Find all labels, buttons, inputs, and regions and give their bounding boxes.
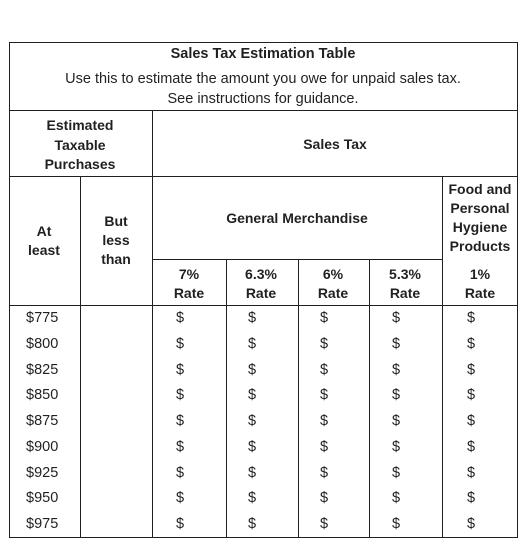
cell-at-least: $850: [26, 387, 59, 404]
cell-at-least: $975: [26, 516, 59, 532]
cell-currency-symbol: $: [176, 310, 185, 326]
header-rate-5-3: 5.3% Rate: [389, 266, 421, 301]
cell-currency-symbol: $: [248, 361, 257, 378]
cell-currency-symbol: $: [392, 387, 401, 404]
cell-at-least: $825: [26, 361, 59, 378]
cell-at-least: $775: [26, 310, 59, 326]
rule-below-general-merchandise: [152, 259, 442, 260]
cell-currency-symbol: $: [320, 310, 329, 326]
cell-currency-symbol: $: [392, 361, 401, 378]
cell-currency-symbol: $: [320, 387, 329, 404]
header-rate-6-3: 6.3% Rate: [245, 266, 277, 301]
cell-currency-symbol: $: [392, 490, 401, 507]
cell-at-least: $925: [26, 464, 59, 481]
header-at-least: At least: [28, 223, 60, 258]
rule-below-title: [9, 110, 518, 111]
header-sales-tax: Sales Tax: [303, 136, 367, 152]
cell-currency-symbol: $: [248, 387, 257, 404]
cell-currency-symbol: $: [392, 464, 401, 481]
header-but-less-than: But less than: [101, 213, 131, 267]
cell-currency-symbol: $: [176, 438, 185, 455]
cell-currency-symbol: $: [392, 413, 401, 429]
cell-at-least: $800: [26, 335, 59, 352]
cell-currency-symbol: $: [176, 516, 185, 532]
cell-currency-symbol: $: [248, 310, 257, 326]
cell-currency-symbol: $: [248, 413, 257, 429]
cell-currency-symbol: $: [320, 413, 329, 429]
cell-at-least: $875: [26, 413, 59, 429]
cell-currency-symbol: $: [320, 490, 329, 507]
cell-currency-symbol: $: [248, 335, 257, 352]
header-food-hygiene: Food and Personal Hygiene Products: [448, 181, 512, 254]
header-rate-6: 6% Rate: [317, 266, 349, 301]
cell-currency-symbol: $: [392, 335, 401, 352]
rule-after-estimated: [152, 110, 153, 538]
cell-currency-symbol: $: [176, 335, 185, 352]
cell-currency-symbol: $: [467, 361, 476, 378]
header-estimated-taxable-purchases: Estimated Taxable Purchases: [44, 117, 116, 172]
cell-currency-symbol: $: [467, 516, 476, 532]
cell-currency-symbol: $: [176, 464, 185, 481]
cell-at-least: $950: [26, 490, 59, 507]
cell-currency-symbol: $: [320, 516, 329, 532]
cell-currency-symbol: $: [176, 387, 185, 404]
cell-currency-symbol: $: [248, 490, 257, 507]
cell-currency-symbol: $: [248, 438, 257, 455]
table-subtitle-line1: Use this to estimate the amount you owe for unpaid sales tax.: [65, 71, 461, 87]
header-general-merchandise: General Merchandise: [226, 210, 368, 226]
header-rate-1: 1% Rate: [464, 266, 496, 301]
cell-currency-symbol: $: [467, 490, 476, 507]
cell-currency-symbol: $: [467, 335, 476, 352]
cell-currency-symbol: $: [467, 387, 476, 404]
cell-currency-symbol: $: [176, 413, 185, 429]
header-rate-7: 7% Rate: [173, 266, 205, 301]
cell-currency-symbol: $: [467, 310, 476, 326]
cell-currency-symbol: $: [392, 516, 401, 532]
cell-currency-symbol: $: [392, 438, 401, 455]
rule-after-rate-63: [298, 259, 299, 538]
rule-after-rate-7: [226, 259, 227, 538]
cell-currency-symbol: $: [320, 361, 329, 378]
cell-currency-symbol: $: [392, 310, 401, 326]
cell-at-least: $900: [26, 438, 59, 455]
table-subtitle-line2: See instructions for guidance.: [167, 91, 359, 107]
cell-currency-symbol: $: [467, 464, 476, 481]
cell-currency-symbol: $: [248, 464, 257, 481]
cell-currency-symbol: $: [248, 516, 257, 532]
cell-currency-symbol: $: [176, 490, 185, 507]
cell-currency-symbol: $: [467, 438, 476, 455]
rule-after-at-least: [80, 176, 81, 538]
table-title: Sales Tax Estimation Table: [170, 46, 356, 62]
cell-currency-symbol: $: [320, 464, 329, 481]
cell-currency-symbol: $: [176, 361, 185, 378]
rule-after-rate-53: [442, 176, 443, 538]
rule-after-rate-6: [369, 259, 370, 538]
cell-currency-symbol: $: [320, 335, 329, 352]
cell-currency-symbol: $: [320, 438, 329, 455]
cell-currency-symbol: $: [467, 413, 476, 429]
